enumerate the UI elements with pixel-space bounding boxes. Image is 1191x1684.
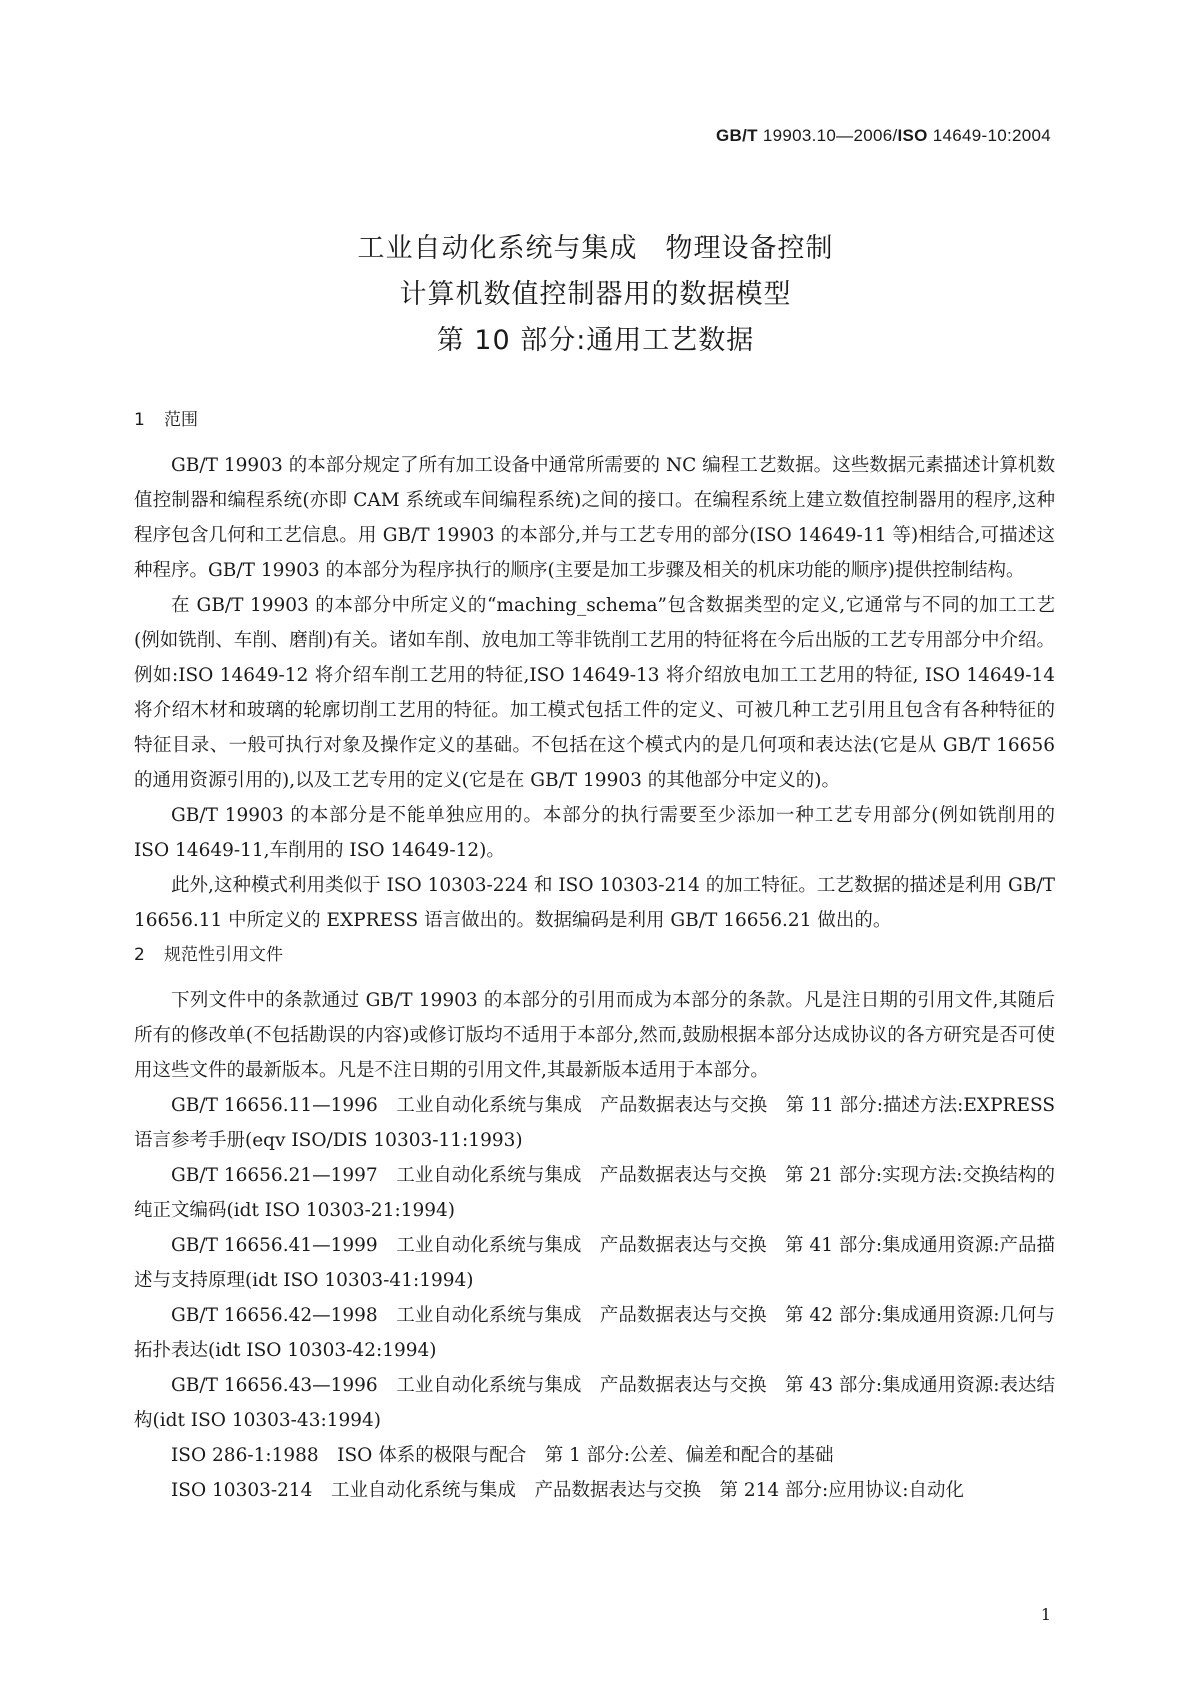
standard-code-prefix: GB/T (716, 126, 758, 145)
title-line-2: 计算机数值控制器用的数据模型 (399, 279, 792, 310)
section-1-paragraph-3: GB/T 19903 的本部分是不能单独应用的。本部分的执行需要至少添加一种工艺专用部分(例如铣削用的 ISO 14649-11,车削用的 ISO 14649-12)。 (134, 805, 1055, 861)
section-1-heading (134, 403, 1055, 438)
title-line-3: 第 10 部分:通用工艺数据 (436, 325, 755, 356)
section-1-title: 范围 (164, 410, 198, 430)
standard-code-iso: ISO (897, 126, 928, 145)
section-2-intro: 下列文件中的条款通过 GB/T 19903 的本部分的引用而成为本部分的条款。凡是注日期的引用文件,其随后所有的修改单(不包括勘误的内容)或修订版均不适用于本部分,然而,鼓励根据本部分达成协议的各方研究是否可使用这些文件的最新版本。凡是不注日期的引用文件,其最新版本适用于本部分。 (134, 990, 1055, 1081)
standard-code-suffix: 14649-10:2004 (927, 126, 1051, 145)
reference-item: GB/T 16656.41—1999 工业自动化系统与集成 产品数据表达与交换 第 41 部分:集成通用资源:产品描述与支持原理(idt ISO 10303-41:1994) (134, 1235, 1055, 1291)
section-1-number: 1 (134, 410, 145, 430)
reference-item: ISO 10303-214 工业自动化系统与集成 产品数据表达与交换 第 214 部分:应用协议:自动化 (171, 1480, 964, 1501)
page-number: 1 (1040, 1605, 1051, 1624)
spacer (134, 438, 1055, 448)
section-2-title: 规范性引用文件 (164, 945, 283, 965)
standard-code (716, 126, 1051, 146)
reference-item: GB/T 16656.42—1998 工业自动化系统与集成 产品数据表达与交换 第 42 部分:集成通用资源:几何与拓扑表达(idt ISO 10303-42:1994) (134, 1305, 1055, 1361)
section-1-paragraph-2: 在 GB/T 19903 的本部分中所定义的“maching_schema”包含数据类型的定义,它通常与不同的加工工艺(例如铣削、车削、磨削)有关。诸如车削、放电加工等非铣削工艺用的特征将在今后出版的工艺专用部分中介绍。例如:ISO 14649-12 将介绍车削工艺用的特征,ISO 14649-13 将介绍放电加工工艺用的特征, ISO 14649-14 将介绍木材和玻璃的轮廓切削工艺用的特征。加工模式包括工件的定义、可被几种工艺引用且包含有各种特征的特征目录、一般可执行对象及操作定义的基础。不包括在这个模式内的是几何项和表达法(它是从 GB/T 16656 的通用资源引用的),以及工艺专用的定义(它是在 GB/T 19903 的其他部分中定义的)。 (134, 595, 1055, 791)
standard-code-number: 19903.10—2006/ (757, 126, 898, 145)
section-2-number: 2 (134, 945, 145, 965)
reference-item: ISO 286-1:1988 ISO 体系的极限与配合 第 1 部分:公差、偏差和配合的基础 (171, 1445, 834, 1466)
reference-item: GB/T 16656.43—1996 工业自动化系统与集成 产品数据表达与交换 第 43 部分:集成通用资源:表达结构(idt ISO 10303-43:1994) (134, 1375, 1055, 1431)
document-body (134, 412, 1055, 1508)
spacer (134, 973, 1055, 983)
title-line-1: 工业自动化系统与集成 物理设备控制 (357, 233, 834, 264)
section-1-paragraph-1: GB/T 19903 的本部分规定了所有加工设备中通常所需要的 NC 编程工艺数据。这些数据元素描述计算机数值控制器和编程系统(亦即 CAM 系统或车间编程系统)之间的接口。在编程系统上建立数值控制器用的程序,这种程序包含几何和工艺信息。用 GB/T 19903 的本部分,并与工艺专用的部分(ISO 14649-11 等)相结合,可描述这种程序。GB/T 19903 的本部分为程序执行的顺序(主要是加工步骤及相关的机床功能的顺序)提供控制结构。 (134, 455, 1055, 581)
section-1-paragraph-4: 此外,这种模式利用类似于 ISO 10303-224 和 ISO 10303-214 的加工特征。工艺数据的描述是利用 GB/T 16656.11 中所定义的 EXPRESS 语言做出的。数据编码是利用 GB/T 16656.21 做出的。 (134, 875, 1055, 931)
reference-item: GB/T 16656.11—1996 工业自动化系统与集成 产品数据表达与交换 第 11 部分:描述方法:EXPRESS 语言参考手册(eqv ISO/DIS 10303-11:1993) (134, 1095, 1055, 1151)
reference-item: GB/T 16656.21—1997 工业自动化系统与集成 产品数据表达与交换 第 21 部分:实现方法:交换结构的纯正文编码(idt ISO 10303-21:1994) (134, 1165, 1055, 1221)
section-2-heading (134, 938, 1055, 973)
document-title (0, 226, 1191, 364)
